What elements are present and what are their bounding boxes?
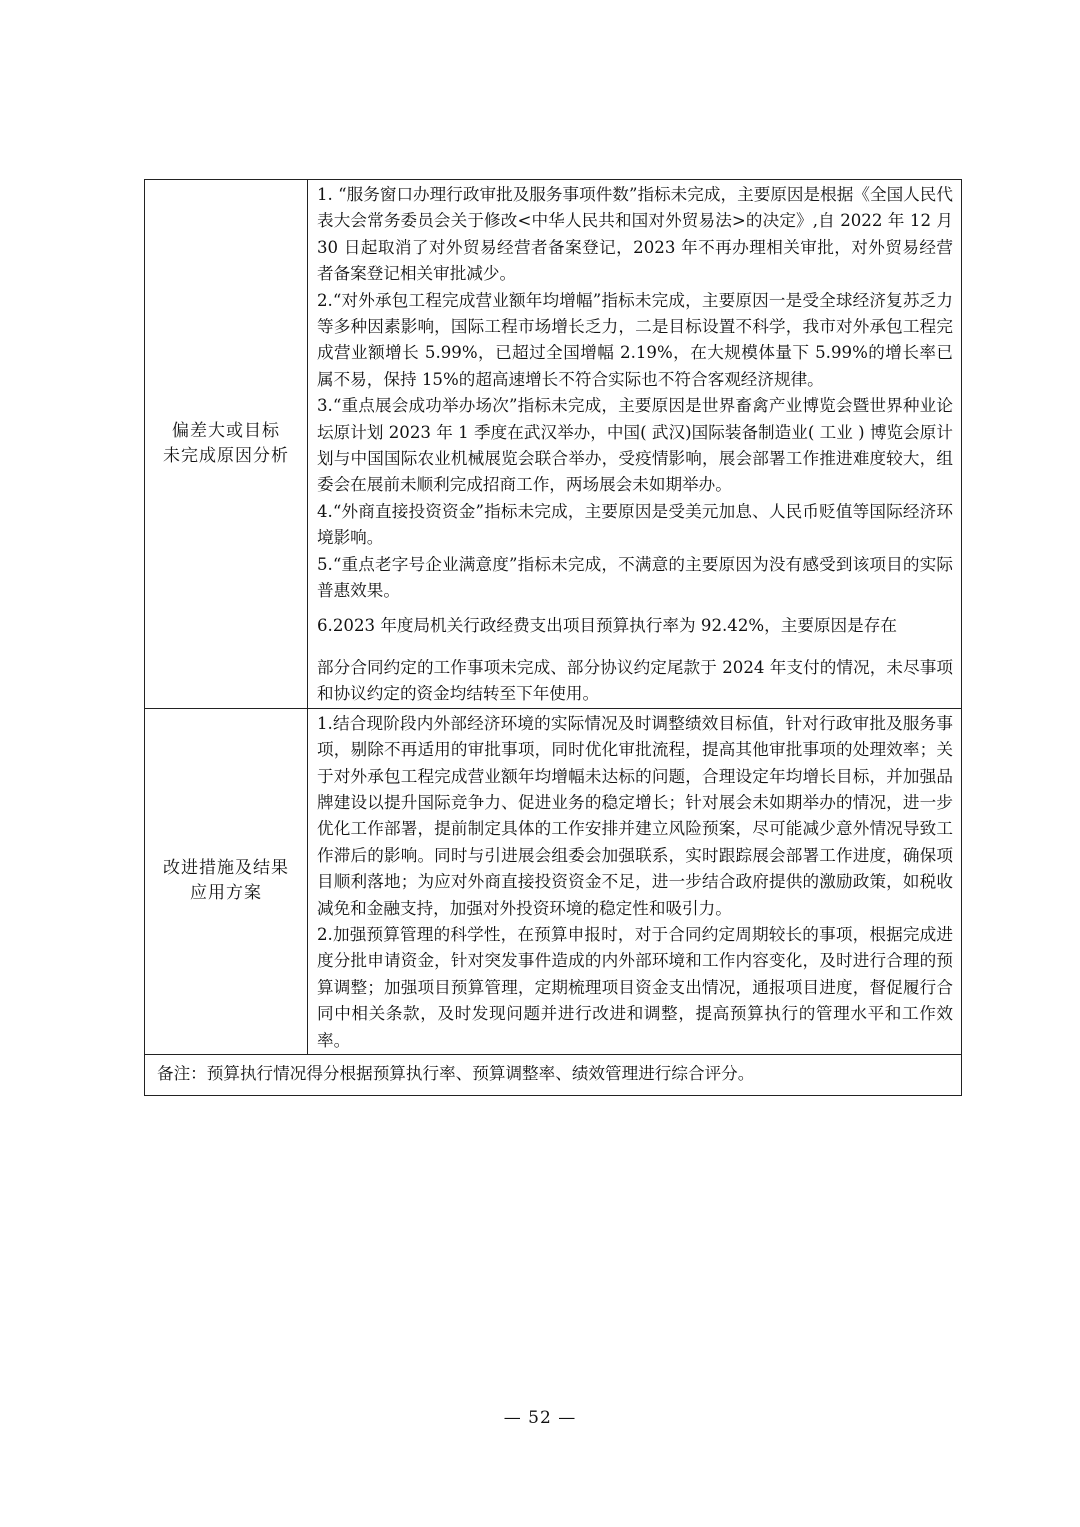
note-row — [145, 1055, 962, 1096]
analysis-item-1: 1. “服务窗口办理行政审批及服务事项件数”指标未完成，主要原因是根据《全国人民代表大会常务委员会关于修改<中华人民共和国对外贸易法>的决定》,自 2022 年 12 月 30 日起取消了对外贸易经营者备案登记，2023 年不再办理相关审批，对外贸易经营者备案登记相关审批减少。 — [317, 185, 953, 284]
measures-label-line2: 应用方案 — [190, 883, 262, 904]
page-number: — 52 — — [503, 1408, 577, 1428]
analysis-row — [145, 180, 962, 709]
analysis-item-4: 4.“外商直接投资资金”指标未完成，主要原因是受美元加息、人民币贬值等国际经济环境影响。 — [317, 501, 953, 548]
note-text: 备注：预算执行情况得分根据预算执行率、预算调整率、绩效管理进行综合评分。 — [145, 1055, 962, 1096]
analysis-item-2: 2.“对外承包工程完成营业额年均增幅”指标未完成，主要原因一是受全球经济复苏乏力等多种因素影响，国际工程市场增长乏力，二是目标设置不科学，我市对外承包工程完成营业额增长 5.99%，已超过全国增幅 2.19%，在大规模体量下 5.99%的增长率已属不易，保持 15%的超高速增长不符合实际也不符合客观经济规律。 — [317, 290, 953, 389]
analysis-label-line1: 偏差大或目标 — [172, 420, 280, 441]
measures-item-1: 1.结合现阶段内外部经济环境的实际情况及时调整绩效目标值，针对行政审批及服务事项，剔除不再适用的审批事项，同时优化审批流程，提高其他审批事项的处理效率；关于对外承包工程完成营业额年均增幅未达标的问题，合理设定年均增长目标，并加强品牌建设以提升国际竞争力、促进业务的稳定增长；针对展会未如期举办的情况，进一步优化工作部署，提前制定具体的工作安排并建立风险预案，尽可能减少意外情况导致工作滞后的影响。同时与引进展会组委会加强联系，实时跟踪展会部署工作进度，确保项目顺利落地；为应对外商直接投资资金不足，进一步结合政府提供的激励政策，如税收减免和金融支持，加强对外投资环境的稳定性和吸引力。 — [317, 713, 953, 918]
analysis-content — [308, 180, 962, 709]
measures-content — [308, 708, 962, 1054]
analysis-label-line2: 未完成原因分析 — [163, 445, 289, 466]
analysis-item-6-part2: 部分合同约定的工作事项未完成、部分协议约定尾款于 2024 年支付的情况，未尽事项和协议约定的资金均结转至下年使用。 — [317, 657, 953, 704]
analysis-item-6 — [317, 613, 953, 708]
measures-item-2: 2.加强预算管理的科学性，在预算申报时，对于合同约定周期较长的事项，根据完成进度分批申请资金，针对突发事件造成的内外部环境和工作内容变化，及时进行合理的预算调整；加强项目预算管理，定期梳理项目资金支出情况，通报项目进度，督促履行合同中相关条款，及时发现问题并进行改进和调整，提高预算执行的管理水平和工作效率。 — [317, 924, 953, 1050]
measures-label — [145, 708, 308, 1054]
analysis-item-5: 5.“重点老字号企业满意度”指标未完成，不满意的主要原因为没有感受到该项目的实际普惠效果。 — [317, 554, 953, 601]
measures-label-line1: 改进措施及结果 — [163, 858, 289, 879]
analysis-item-6-part1: 6.2023 年度局机关行政经费支出项目预算执行率为 92.42%，主要原因是存在 — [317, 615, 897, 635]
analysis-item-3: 3.“重点展会成功举办场次”指标未完成，主要原因是世界畜禽产业博览会暨世界种业论坛原计划 2023 年 1 季度在武汉举办，中国( 武汉)国际装备制造业( 工业 ) 博览会原计划与中国国际农业机械展览会联合举办，受疫情影响，展会部署工作推进难度较大，组委会在展前未顺利完成招商工作，两场展会未如期举办。 — [317, 396, 953, 495]
measures-row — [145, 708, 962, 1054]
performance-table — [144, 179, 962, 1096]
analysis-label — [145, 180, 308, 709]
